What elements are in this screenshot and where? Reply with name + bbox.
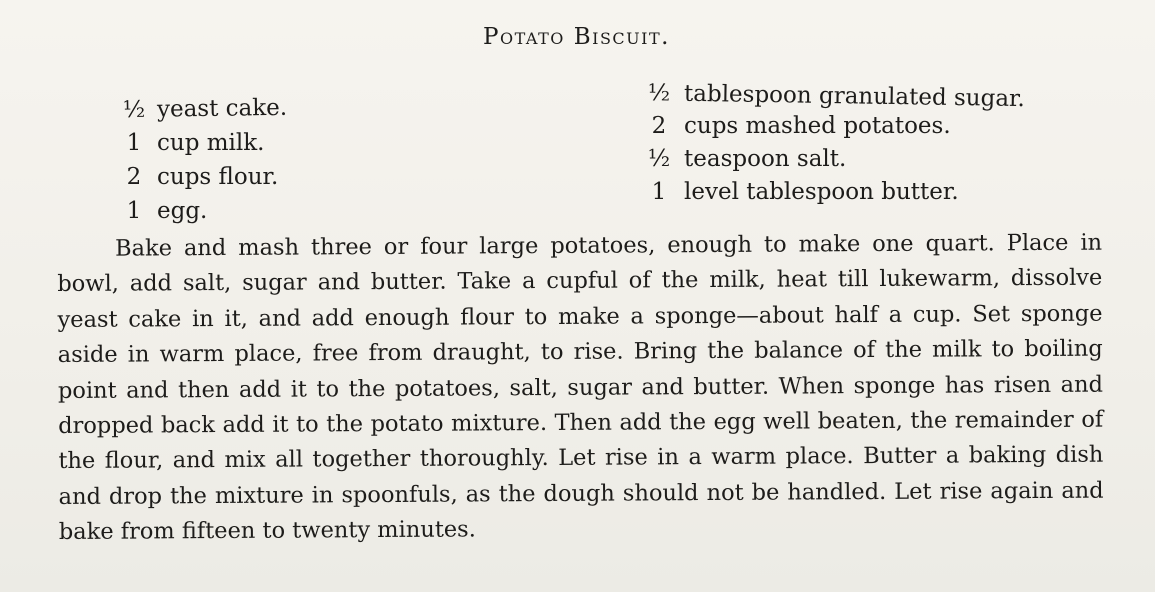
ingredient-item (638, 143, 1025, 176)
ingredients-left-column (115, 92, 287, 228)
ingredient-item (115, 160, 287, 194)
ingredient-text: yeast cake. (156, 94, 288, 123)
recipe-title: Potato Biscuit. (483, 24, 670, 50)
ingredient-text: cup milk. (157, 130, 265, 156)
ingredient-text: cups mashed potatoes. (684, 113, 951, 139)
ingredient-qty: 1 (126, 130, 142, 156)
ingredient-item (115, 126, 287, 160)
ingredient-qty: 2 (126, 164, 142, 190)
ingredient-qty: 2 (651, 113, 667, 139)
ingredients-right-column (638, 77, 1025, 209)
ingredient-qty: ½ (122, 96, 146, 124)
ingredient-item (115, 194, 287, 228)
ingredient-item (115, 91, 288, 127)
ingredient-qty: 1 (651, 179, 667, 205)
ingredient-qty: 1 (126, 198, 142, 224)
ingredient-text: egg. (157, 198, 208, 224)
ingredient-text: teaspoon salt. (684, 146, 847, 172)
ingredient-qty: ½ (647, 146, 671, 172)
recipe-method-paragraph: Bake and mash three or four large potatoes, enough to make one quart. Place in bowl, add salt, sugar and butter. Take a cupful of the milk, heat till lukewarm, dissolve yeast cake in it, and add enough flour to make a sponge—about half a cup. Set sponge aside in warm place, free from draught, to rise. Bring the balance of the milk to boiling point and then add it to the potatoes, salt, sugar and butter. When sponge has risen and dropped back add it to the potato mixture. Then add the egg well beaten, the remainder of the flour, and mix all together thoroughly. Let rise in a warm place. Butter a baking dish and drop the mixture in spoonfuls, as the dough should not be handled. Let rise again and bake from fifteen to twenty minutes. (57, 229, 1104, 546)
ingredient-qty: ½ (647, 80, 671, 107)
ingredient-text: tablespoon granulated sugar. (683, 80, 1026, 113)
ingredient-text: cups flour. (157, 164, 279, 190)
ingredient-item (638, 176, 1025, 209)
ingredient-text: level tablespoon butter. (684, 179, 959, 205)
ingredient-item (638, 77, 1025, 116)
